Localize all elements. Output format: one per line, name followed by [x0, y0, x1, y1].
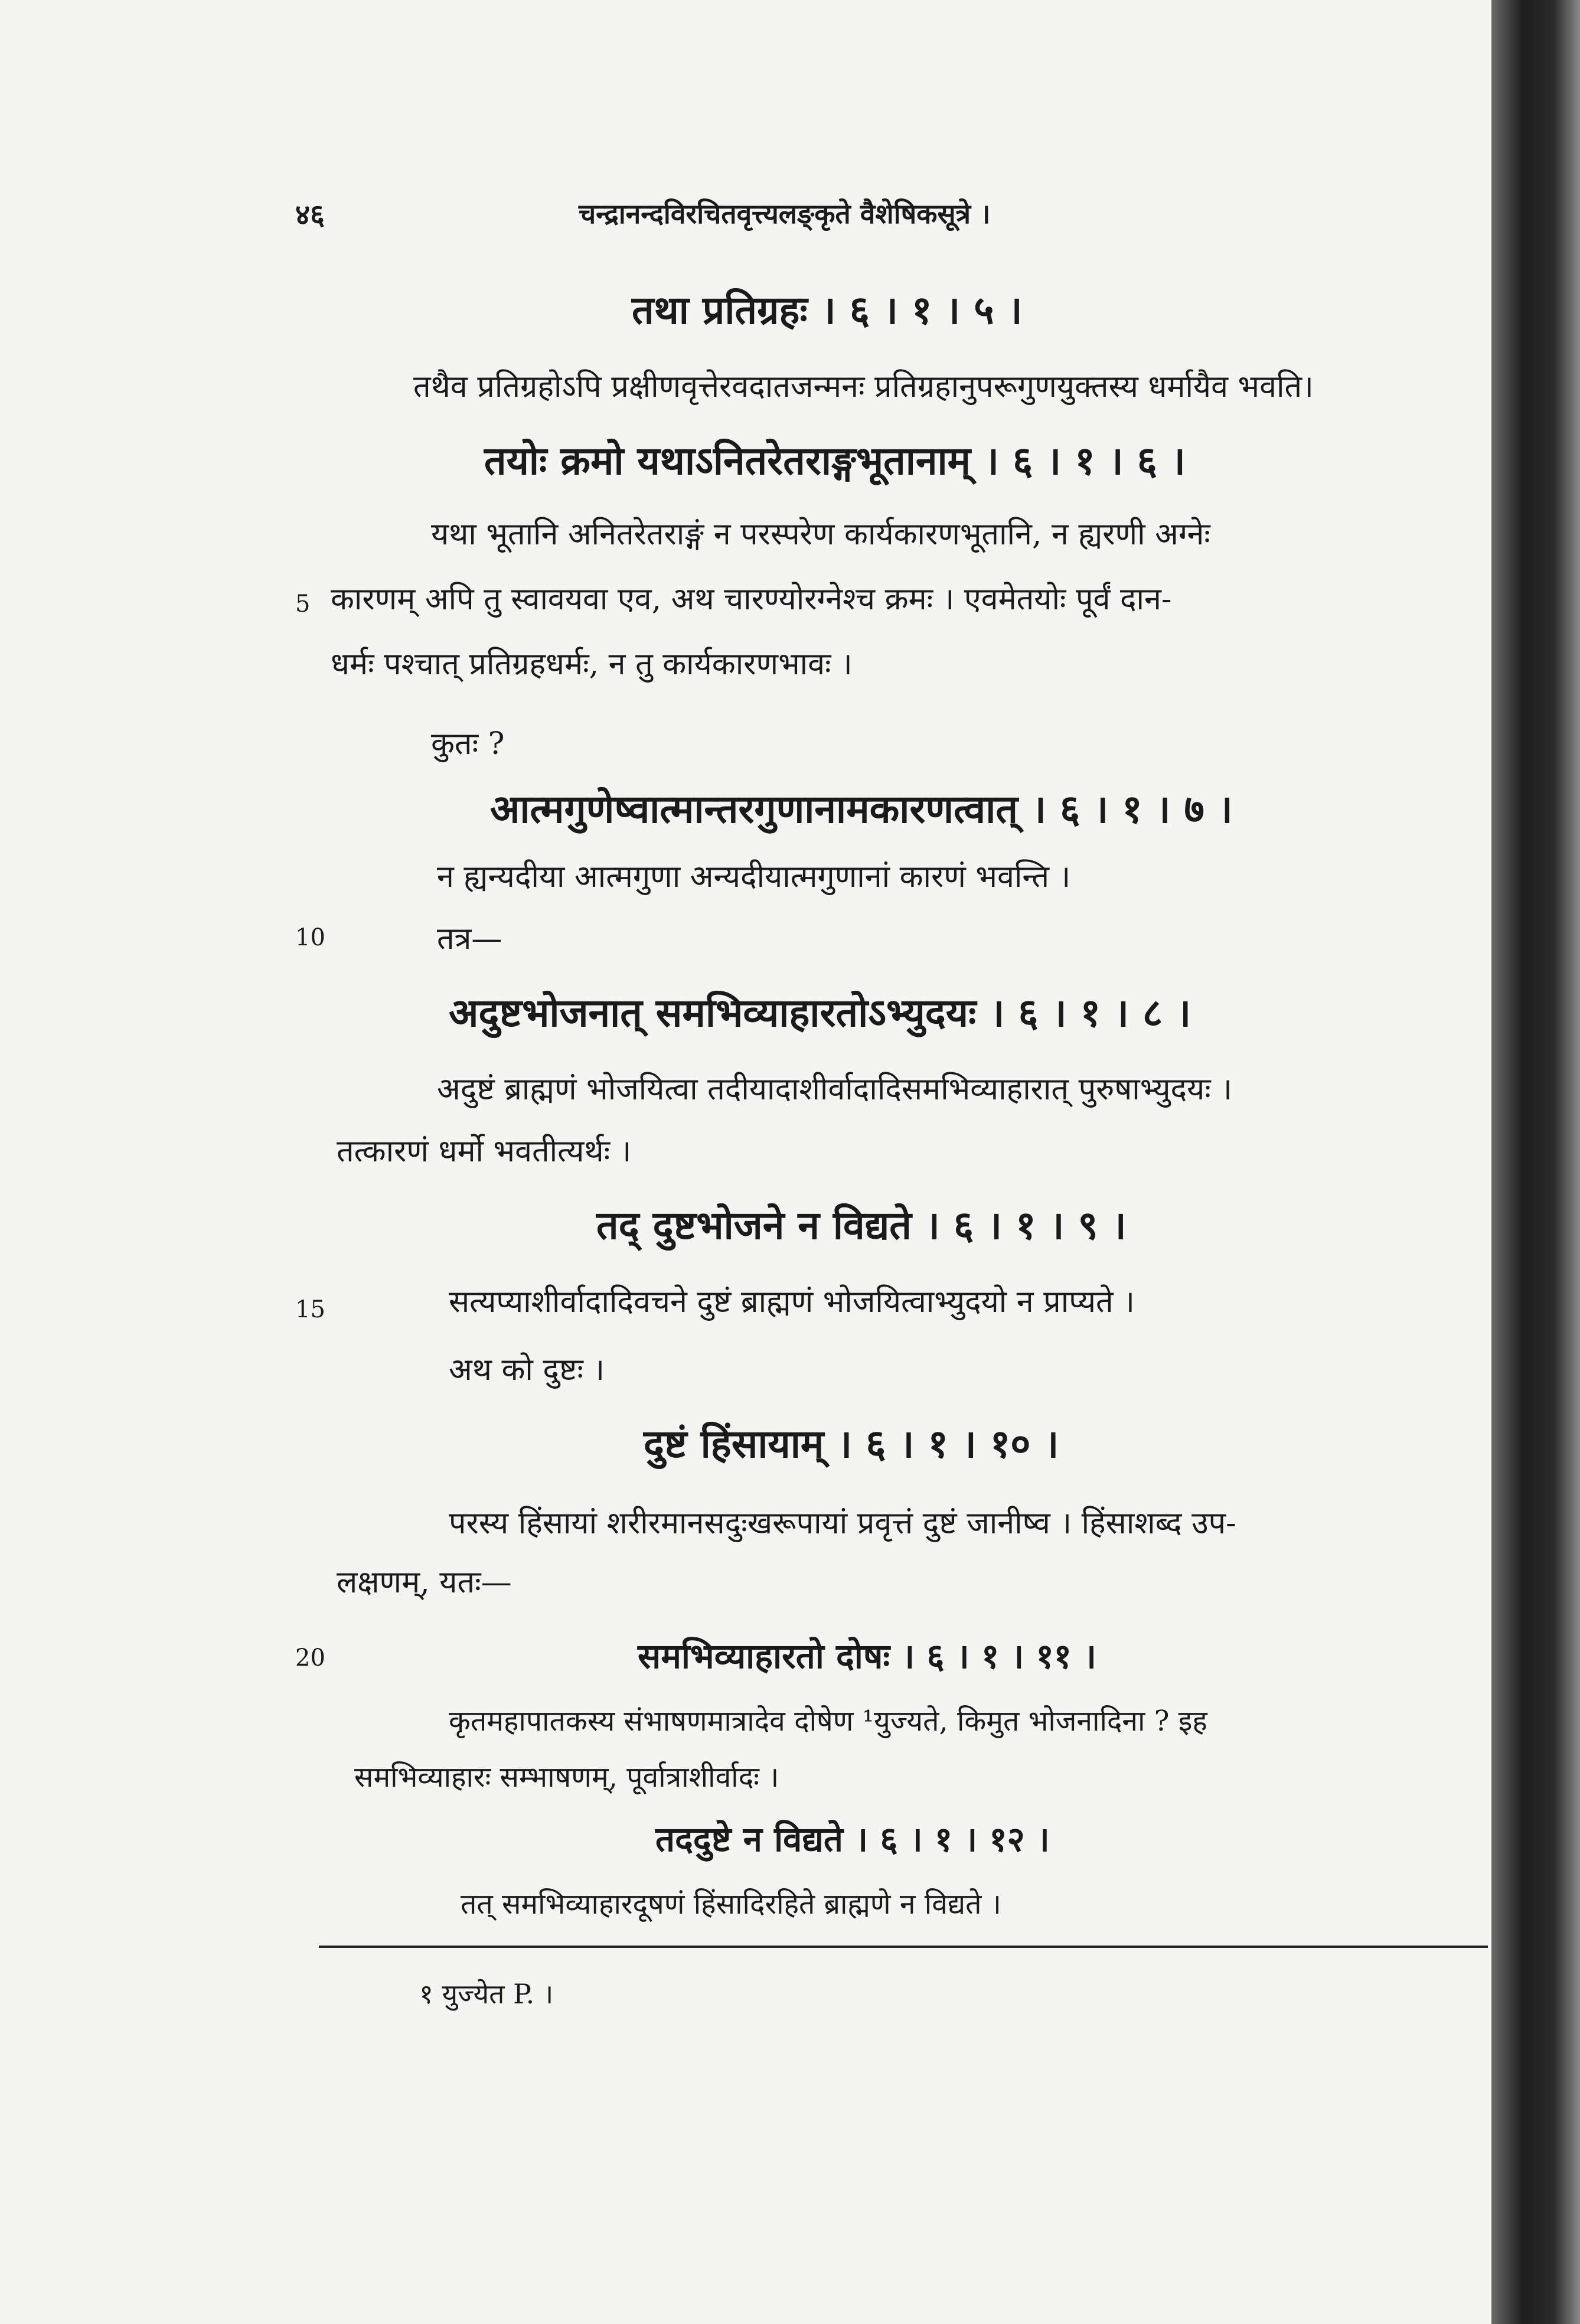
commentary-line: तत्कारणं धर्मो भवतीत्यर्थः । [337, 1134, 632, 1169]
footnote: १ युज्येत P. । [419, 1978, 554, 2010]
commentary-line: लक्षणम्, यतः— [337, 1565, 512, 1600]
sutra-line: तददुष्टे न विद्यते । ६ । १ । १२ । [655, 1819, 1050, 1859]
commentary-line: सत्यप्याशीर्वादादिवचने दुष्टं ब्राह्मणं भोजयित्वाभ्युदयो न प्राप्यते । [449, 1284, 1135, 1320]
sutra-line: तद् दुष्टभोजने न विद्यते । ६ । १ । ९ । [596, 1202, 1127, 1248]
commentary-line: यथा भूतानि अनितरेतराङ्गं न परस्परेण कार्यकारणभूतानि, न ह्यरणी अग्नेः [431, 517, 1210, 552]
sutra-line: दुष्टं हिंसायाम् । ६ । १ । १० । [644, 1421, 1059, 1467]
running-title: चन्द्रानन्दविरचितवृत्त्यलङ्कृते वैशेषिकसूत्रे । [579, 198, 991, 230]
commentary-line: अदुष्टं ब्राह्मणं भोजयित्वा तदीयादाशीर्वादादिसमभिव्याहारात् पुरुषाभ्युदयः । [437, 1072, 1233, 1107]
sutra-line: तथा प्रतिग्रहः । ६ । १ । ५ । [632, 287, 1023, 333]
commentary-line: तथैव प्रतिग्रहोऽपि प्रक्षीणवृत्तेरवदातजन्मनः प्रतिग्रहानुपरूगुणयुक्तस्य धर्मायैव भवति। [413, 369, 1314, 404]
commentary-line: धर्मः पश्चात् प्रतिग्रहधर्मः, न तु कार्यकारणभावः । [331, 647, 853, 682]
commentary-line: परस्य हिंसायां शरीरमानसदुःखरूपायां प्रवृत्तं दुष्टं जानीष्व । हिंसाशब्द उप- [449, 1506, 1236, 1541]
page-header [295, 195, 1417, 236]
sutra-line: समभिव्याहारतो दोषः । ६ । १ । ११ । [638, 1636, 1096, 1676]
commentary-line: समभिव्याहारः सम्भाषणम्, पूर्वात्राशीर्वादः । [354, 1761, 779, 1794]
margin-line-number-20-visible: 20 [295, 1644, 325, 1672]
sutra-line: अदुष्टभोजनात् समभिव्याहारतोऽभ्युदयः । ६ । १ । ८ । [449, 990, 1191, 1036]
commentary-line: कृतमहापातकस्य संभाषणमात्रादेव दोषेण ¹युज्यते, किमुत भोजनादिना ? इह [449, 1705, 1207, 1738]
margin-line-number-10: 10 [295, 924, 325, 951]
commentary-line: कुतः ? [431, 726, 505, 762]
margin-line-number-5: 5 [295, 590, 311, 618]
scan-dark-edge [1491, 0, 1580, 2324]
commentary-line: अथ को दुष्टः । [449, 1352, 605, 1388]
commentary-line: तत् समभिव्याहारदूषणं हिंसादिरहिते ब्राह्मणे न विद्यते । [461, 1888, 1001, 1921]
commentary-line: तत्र— [437, 921, 502, 957]
sutra-line: आत्मगुणेष्वात्मान्तरगुणानामकारणत्वात् । ६ । १ । ७ । [490, 786, 1233, 832]
commentary-line: न ह्यन्यदीया आत्मगुणा अन्यदीयात्मगुणानां कारणं भवन्ति । [437, 859, 1071, 895]
margin-line-number-15: 15 [295, 1296, 325, 1323]
commentary-line: कारणम् अपि तु स्वावयवा एव, अथ चारण्योरग्नेश्च क्रमः । एवमेतयोः पूर्वं दान- [331, 582, 1172, 617]
sutra-line: तयोः क्रमो यथाऽनितरेतराङ्गभूतानाम् । ६ । १ । ६ । [484, 438, 1186, 484]
page-number: ४६ [295, 198, 325, 231]
footnote-divider [319, 1946, 1488, 1948]
